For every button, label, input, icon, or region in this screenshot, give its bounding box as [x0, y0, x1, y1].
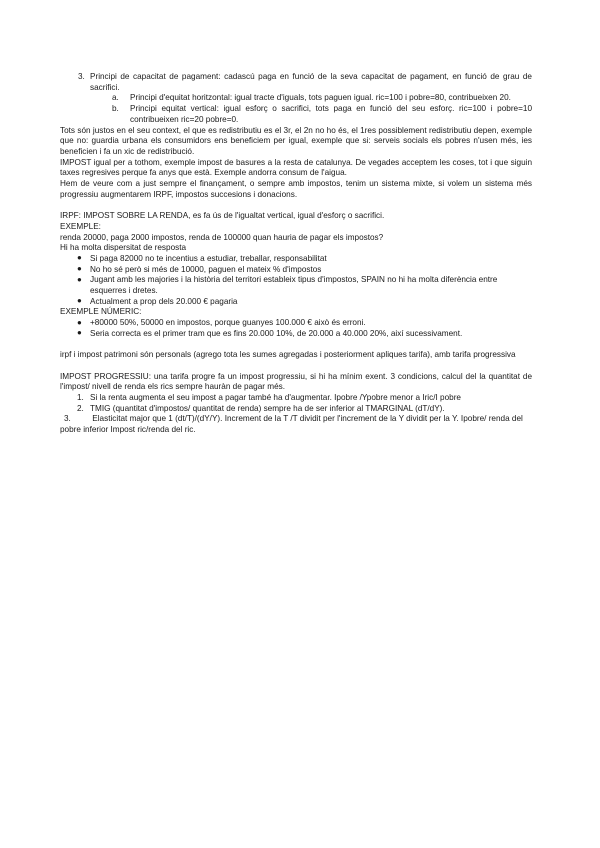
list-item: [60, 318, 532, 329]
bullet-icon: ●: [77, 264, 82, 274]
bullet-text: Jugant amb les majories i la història del territori estableix tipus d'impostos, SPAIN no hi ha molta diferència entre esquerres i dretes.: [90, 275, 498, 296]
example-label: EXEMPLE:: [60, 221, 101, 231]
list-item: [60, 414, 532, 435]
list-item: [60, 93, 532, 104]
bullet-text: +80000 50%, 50000 en impostos, porque guanyes 100.000 € això és erroni.: [90, 318, 366, 328]
progressive-tax-intro: IMPOST PROGRESSIU: una tarifa progre fa un impost progressiu, si hi ha mínim exent. 3 condicions, calcul del la quantitat de l'impost/ nivell de renda els rics sempre hauràn de pagar més.: [60, 371, 532, 392]
bullet-text: No ho sé però si més de 10000, paguen el mateix % d'impostos: [90, 264, 322, 274]
list-item: [60, 297, 532, 308]
justice-paragraph: Tots són justos en el seu context, el que es redistributiu es el 3r, el 2n no ho és, el 1res possiblement redistributiu depen, exemple que no: guardia urbana els consumidors ens beneficiem per igual, exemple que si: serveis socials els pobres n'usen més, ies beneficien i fa un xic de redistribució.: [60, 125, 532, 156]
list-marker: 3.: [64, 414, 71, 424]
bullet-icon: ●: [77, 328, 82, 338]
dispersion-line: Hi ha molta dispersitat de resposta: [60, 243, 187, 253]
bullet-icon: ●: [77, 253, 82, 263]
bullet-icon: ●: [77, 296, 82, 306]
list-marker: 2.: [77, 403, 84, 413]
bullet-icon: ●: [77, 317, 82, 327]
bullet-text: Si paga 82000 no te incentius a estudiar, treballar, responsabilitat: [90, 253, 327, 263]
list-marker: 3.: [78, 72, 85, 81]
list-item: [60, 254, 532, 265]
list-marker: 1.: [77, 393, 84, 403]
example-line: renda 20000, paga 2000 impostos, renda de 100000 quan hauria de pagar els impostos?: [60, 232, 384, 242]
list-item: [60, 404, 532, 415]
patrimoni-paragraph: irpf i impost patrimoni són personals (agrego tota les sumes agregadas i posteriorment apliques tarifa), amb tarifa progressiva: [60, 350, 516, 360]
principle-capacity-text: Principi de capacitat de pagament: cadascú paga en funció de la seva capacitat de pagament, en funció de grau de sacrifici.: [90, 72, 532, 92]
numeric-example-label: EXEMPLE NÚMERIC:: [60, 307, 142, 317]
list-item: [60, 265, 532, 276]
list-item: [60, 329, 532, 340]
horizontal-equity-text: Principi d'equitat horitzontal: igual tracte d'iguals, tots paguen igual. ric=100 i pobre=80, contribueixen 20.: [130, 93, 511, 103]
financing-paragraph: Hem de veure com a just sempre el finançament, o sempre amb impostos, tenim un sistema mixte, si volem un sistema més progressiu augmentarem IRPF, impostos succesions i donacions.: [60, 179, 532, 199]
list-item: [60, 104, 532, 125]
answers-list: [60, 254, 532, 308]
bullet-text: Actualment a prop dels 20.000 € pagaria: [90, 296, 238, 306]
equity-sublist: [60, 93, 532, 125]
irpf-heading: IRPF: IMPOST SOBRE LA RENDA, es fa ús de l'igualtat vertical, igual d'esforç o sacrifici.: [60, 211, 385, 221]
equal-tax-paragraph: IMPOST igual per a tothom, exemple impost de basures a la resta de catalunya. De vegades acceptem les coses, tot i que siguin taxes regresives perque fa anys que està. Exemple andorra consum de l'aigua.: [60, 157, 532, 178]
condition-text: Si la renta augmenta el seu impost a pagar també ha d'augmentar. Ipobre /Ypobre menor a Iric/I pobre: [90, 393, 461, 403]
condition-text: TMIG (quantitat d'impostos/ quantitat de renda) sempre ha de ser inferior al TMARGINAL (dT/dY).: [90, 403, 445, 413]
vertical-equity-text: Principi equitat vertical: igual esforç o sacrifici, tots paga en funció del seu esforç. ric=100 i pobre=10 contribueixen ric=20 pobre=0.: [130, 104, 532, 124]
list-item: [60, 275, 532, 296]
list-marker: a.: [112, 93, 119, 103]
principle-capacity-item: [60, 72, 532, 93]
bullet-text: Seria correcta es el primer tram que es fins 20.000 10%, de 20.000 a 40.000 20%, així sucessivament.: [90, 328, 463, 338]
blank-line: [60, 361, 532, 372]
bullet-icon: ●: [77, 274, 82, 284]
numeric-list: [60, 318, 532, 339]
conditions-list: [60, 393, 532, 436]
condition-text: Elasticitat major que 1 (dt/T)/(dY/Y). Increment de la T /T dividit per l'increment de la Y dividit per la Y. Ipobre/ renda del pobre inferior Impost ric/renda del ric.: [60, 414, 523, 435]
blank-line: [60, 200, 532, 211]
blank-line: [60, 340, 532, 351]
list-item: [60, 393, 532, 404]
list-marker: b.: [112, 104, 119, 114]
